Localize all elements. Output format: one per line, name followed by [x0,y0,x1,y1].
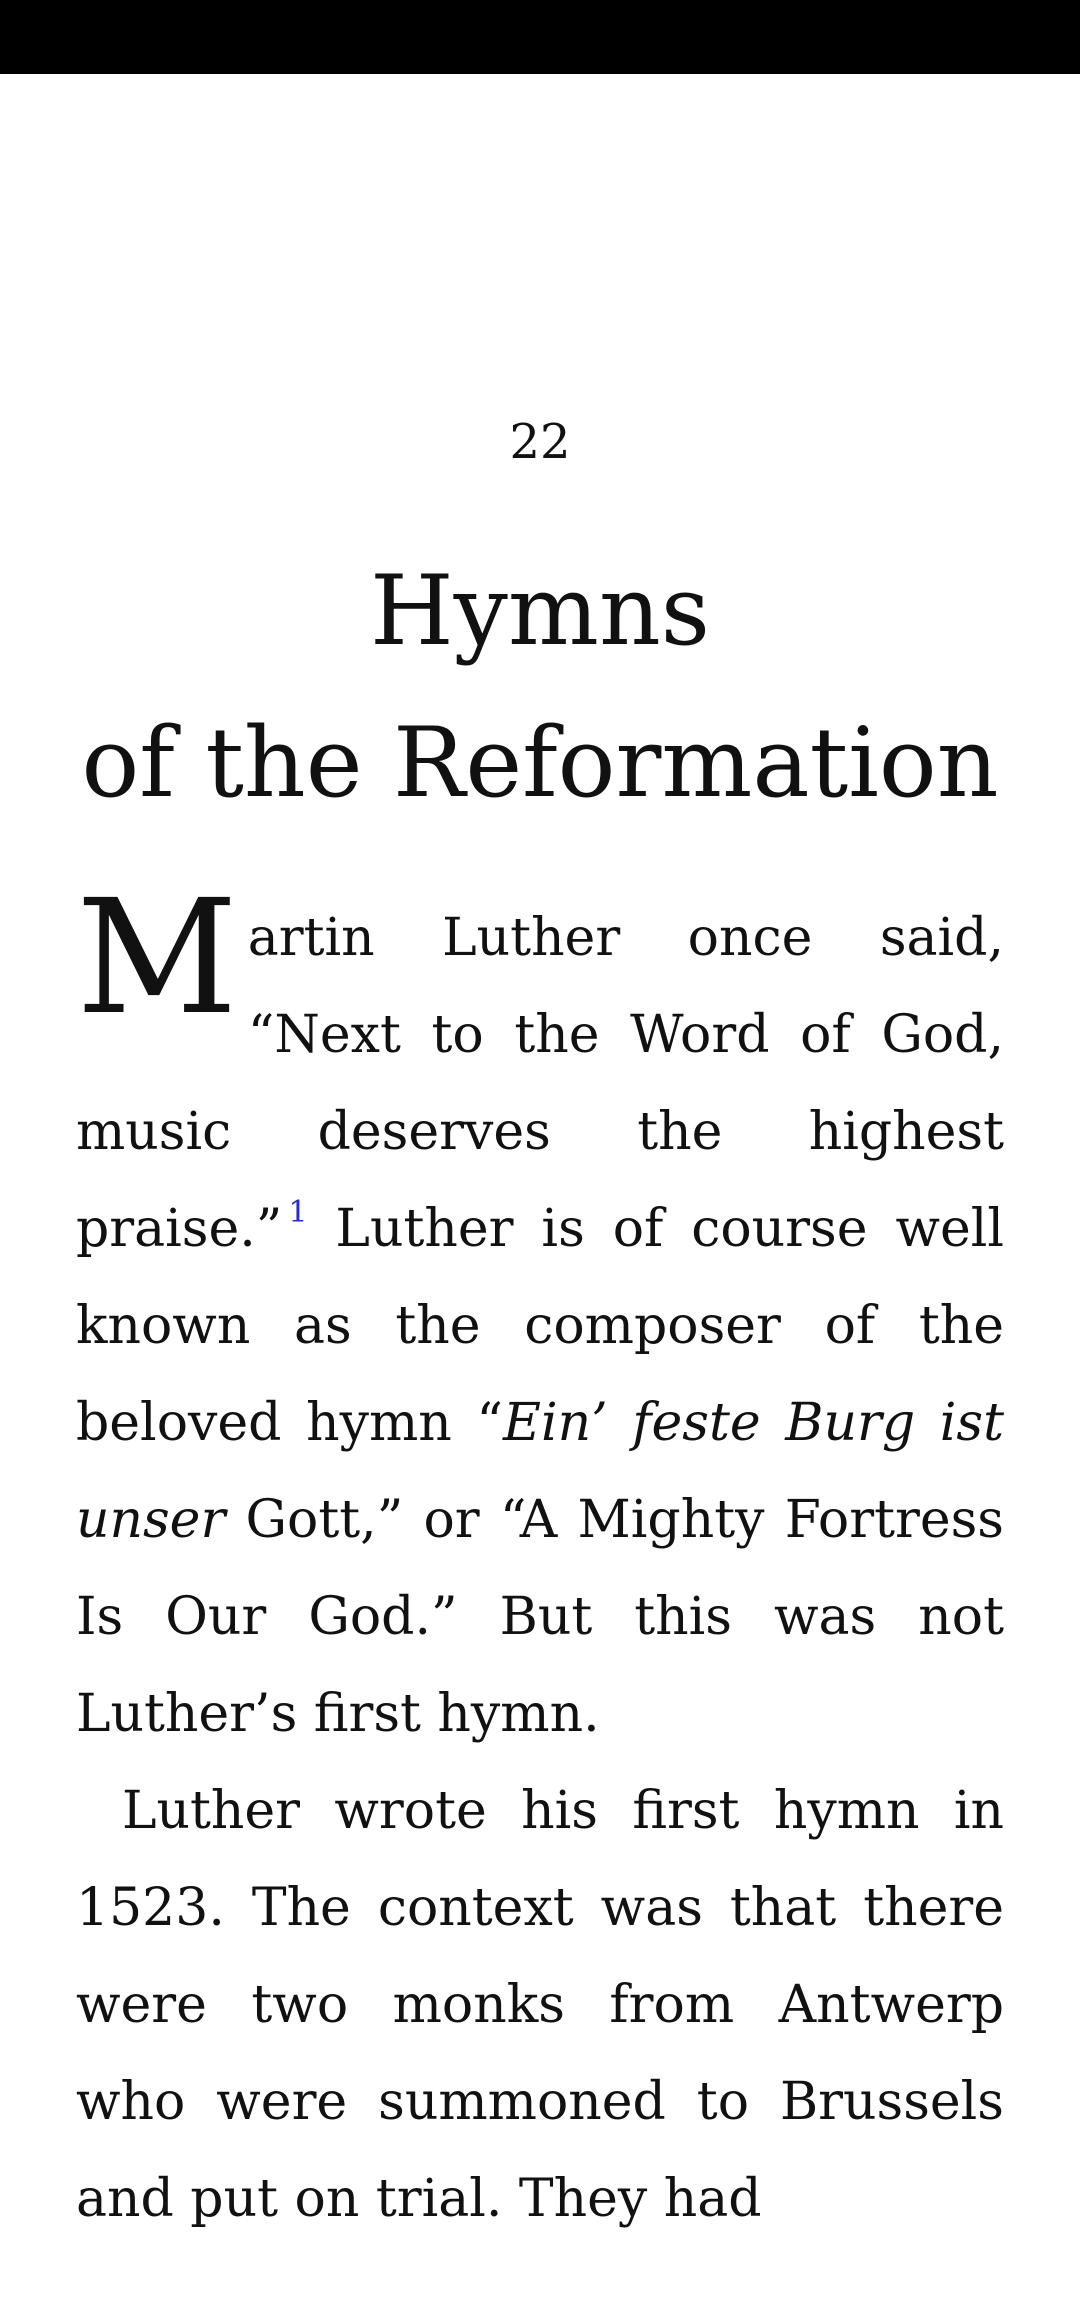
chapter-title [56,535,1024,839]
paragraph-1-text-b: Luther is of course well known as the composer of the beloved hymn “ [76,1199,1004,1453]
paragraph-2: Luther wrote his first hymn in 1523. The context was that there were two monks from Antwerp who were summoned to Brussels and put on trial. They had [76,1781,1004,2229]
footnote-link[interactable]: 1 [288,1195,308,1230]
chapter-number: 22 [509,414,571,470]
paragraph-1-text-a: artin Luther once said, “Next to the Word of God, music deserves the highest praise.” [76,908,1004,1259]
paragraph-1-text-c: Gott,” or “A Mighty Fortress Is Our God.” But this was not Luther’s first hymn. [76,1490,1004,1744]
status-bar [0,0,1080,74]
chapter-title-line-2: of the Reformation [81,707,999,819]
chapter-body [76,866,1004,2248]
chapter-title-line-1: Hymns [369,555,711,667]
paragraph-1-italic-title: Ein’ feste Burg ist unser [76,1393,1004,1550]
drop-cap: M [76,866,238,1050]
paragraph-1 [76,866,1004,1763]
